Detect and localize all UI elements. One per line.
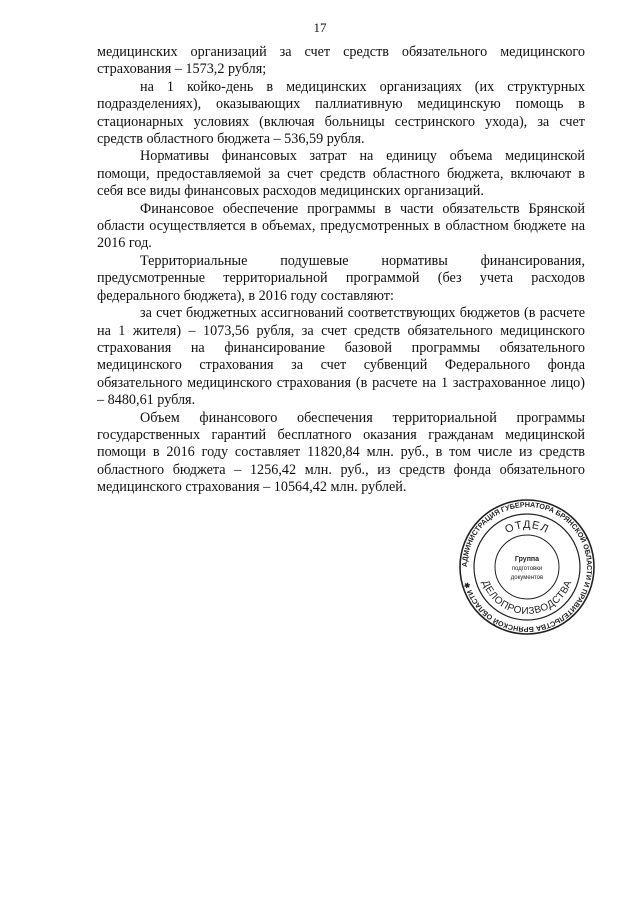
stamp-center-line-1: Группа xyxy=(514,556,540,563)
paragraph-4: Финансовое обеспечение программы в части обязательств Брянской области осуществляется в объемах, предусмотренных в областном бюджете на 2016 год. xyxy=(97,200,585,252)
stamp-top-text: ОТДЕЛ xyxy=(503,518,551,537)
paragraph-5: Территориальные подушевые нормативы финансирования, предусмотренные территориальной программой (без учета расходов федерального бюджета), в 2016 году составляют: xyxy=(97,252,585,304)
stamp-center-line-3: документов xyxy=(510,575,544,581)
stamp-center-line-2: подготовки xyxy=(511,566,543,572)
stamp-outer-text: АДМИНИСТРАЦИЯ ГУБЕРНАТОРА БРЯНСКОЙ ОБЛАСТИ И ПРАВИТЕЛЬСТВА БРЯНСКОЙ ОБЛАСТИ ✱ xyxy=(459,499,595,635)
paragraph-2: на 1 койко-день в медицинских организациях (их структурных подразделениях), оказывающих паллиативную медицинскую помощь в стационарных условиях (включая больницы сестринского ухода), за счет средств областного бюджета – 536,59 рубля. xyxy=(97,78,585,148)
official-stamp xyxy=(458,498,596,636)
paragraph-7: Объем финансового обеспечения территориальной программы государственных гарантий бесплатного оказания гражданам медицинской помощи в 2016 году составляет 11820,84 млн. руб., в том числе из средств областного бюджета – 1256,42 млн. руб., из средств фонда обязательного медицинского страхования – 10564,42 млн. рублей. xyxy=(97,409,585,496)
paragraph-6: за счет бюджетных ассигнований соответствующих бюджетов (в расчете на 1 жителя) – 1073,56 рубля, за счет средств обязательного медицинского страхования на финансирование базовой программы обязательного медицинского страхования за счет субвенций Федерального фонда обязательного медицинского страхования (в расчете на 1 застрахованное лицо) – 8480,61 рубля. xyxy=(97,305,585,409)
document-body xyxy=(97,44,585,497)
paragraph-3: Нормативы финансовых затрат на единицу объема медицинской помощи, предоставляемой за счет средств областного бюджета, включают в себя все виды финансовых расходов медицинских организаций. xyxy=(97,148,585,200)
stamp-bottom-text: ДЕЛОПРОИЗВОДСТВА xyxy=(479,578,575,618)
page-number: 17 xyxy=(313,20,327,35)
paragraph-1: медицинских организаций за счет средств обязательного медицинского страхования – 1573,2 рубля; xyxy=(97,44,585,78)
